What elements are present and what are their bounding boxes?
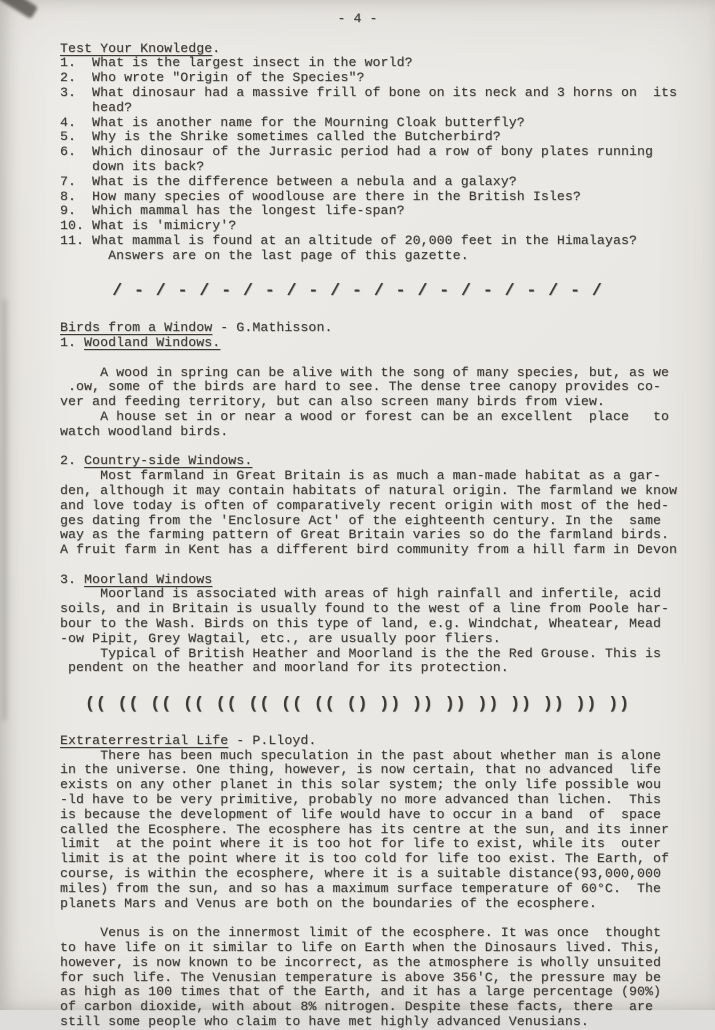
blank-line (0, 264, 715, 279)
quiz-item (0, 234, 715, 249)
text-segment: 8. How many species of woodlouse are there in the British Isles? (60, 188, 581, 204)
text-segment: soils, and in Britain is usually found to the west of a line from Poole har- (60, 601, 670, 617)
underlined-heading-text: Birds from a Window (60, 320, 213, 336)
quiz-item (0, 160, 715, 175)
text-segment: (( (( (( (( (( (( (( (( () )) )) )) )) )) )) )) )) (84, 694, 631, 714)
text-segment: miles) from the sun, and so has a maximum surface temperature of 60°C. The (60, 880, 662, 896)
text-segment: planets Mars and Venus are both on the boundaries of the ecosphere. (60, 895, 597, 911)
quiz-item (0, 116, 715, 131)
text-segment: - P.Lloyd. (228, 732, 317, 748)
text-segment: limit at the point where it is too hot for life to exist, while its outer (60, 836, 662, 852)
text-segment: way as the farming pattern of Great Britain varies so do the farmland birds. (60, 527, 670, 543)
section-heading-extraterrestrial (0, 734, 715, 749)
body-line (0, 897, 715, 912)
blank-line (0, 719, 715, 734)
underlined-heading-text: Country-side Windows. (84, 453, 253, 469)
text-segment: Typical of British Heather and Moorland is the the Red Grouse. This is (60, 645, 662, 661)
text-segment: head? (60, 99, 133, 115)
quiz-item (0, 56, 715, 71)
text-segment: however, is now known to be incorrect, as the atmosphere is wholly unsuited (60, 954, 662, 970)
quiz-item (0, 145, 715, 160)
body-line (0, 1015, 715, 1030)
text-segment: -ld have to be very primitive, probably no more advanced than lichen. This (60, 792, 662, 808)
text-segment: to have life on it similar to life on Earth when the Dinosaurs lived. This, (60, 940, 662, 956)
text-segment: bour to the Wash. Birds on this type of land, e.g. Windchat, Wheatear, Mead (60, 616, 662, 632)
text-segment: - 4 - (337, 11, 378, 26)
text-segment: of carbon dioxide, with about 8% nitrogen. Despite these facts, there are (60, 999, 654, 1015)
body-line (0, 852, 715, 867)
body-line (0, 366, 715, 381)
text-segment: A wood in spring can be alive with the song of many species, but, as we (60, 364, 670, 380)
body-line (0, 778, 715, 793)
body-line (0, 926, 715, 941)
blank-line (0, 911, 715, 926)
body-line (0, 617, 715, 632)
blank-line (0, 676, 715, 691)
text-segment: 6. Which dinosaur of the Jurrasic period had a row of bony plates running (60, 144, 654, 160)
body-line (0, 528, 715, 543)
text-segment: A fruit farm in Kent has a different bird community from a hill farm in Devon (60, 542, 678, 558)
text-segment: as high as 100 times that of the Earth, and it has a large percentage (90%) (60, 984, 662, 1000)
underlined-heading-text: Test Your Knowledge (60, 40, 213, 56)
text-segment: and love today is often of comparatively recent origin with most of the hed- (60, 497, 670, 513)
body-line (0, 882, 715, 897)
text-segment: exists on any other planet in this solar system; the only life possible wou (60, 777, 662, 793)
answers-note (0, 249, 715, 264)
body-line (0, 380, 715, 395)
body-line (0, 971, 715, 986)
body-line (0, 661, 715, 676)
body-line (0, 410, 715, 425)
page-number (0, 12, 715, 27)
body-line (0, 647, 715, 662)
body-line (0, 602, 715, 617)
body-line (0, 499, 715, 514)
quiz-item (0, 101, 715, 116)
text-segment: called the Ecosphere. The ecosphere has its centre at the sun, and its inner (60, 821, 670, 837)
body-line (0, 425, 715, 440)
quiz-item (0, 175, 715, 190)
body-line (0, 763, 715, 778)
quiz-item (0, 219, 715, 234)
blank-line (0, 306, 715, 321)
text-segment: 11. What mammal is found at an altitude of 20,000 feet in the Himalayas? (60, 232, 637, 248)
text-segment: 2. Who wrote "Origin of the Species"? (60, 70, 365, 86)
text-segment: 3. What dinosaur had a massive frill of bone on its neck and 3 horns on its (60, 84, 678, 100)
text-segment: Venus is on the innermost limit of the ecosphere. It was once thought (60, 925, 662, 941)
quiz-item (0, 86, 715, 101)
body-line (0, 985, 715, 1000)
text-segment: 1. (60, 334, 85, 350)
body-line (0, 484, 715, 499)
body-line (0, 808, 715, 823)
body-line (0, 823, 715, 838)
text-segment: 10. What is 'mimicry'? (60, 218, 237, 234)
body-line (0, 837, 715, 852)
body-line (0, 632, 715, 647)
subsection-heading-woodland (0, 336, 715, 351)
quiz-item (0, 71, 715, 86)
text-segment: -ow Pipit, Grey Wagtail, etc., are usually poor fliers. (60, 630, 501, 646)
body-line (0, 587, 715, 602)
paren-divider (0, 691, 715, 719)
blank-line (0, 27, 715, 42)
text-segment: Most farmland in Great Britain is as much a man-made habitat as a gar- (60, 468, 662, 484)
quiz-item (0, 130, 715, 145)
blank-line (0, 440, 715, 455)
text-segment: Answers are on the last page of this gazette. (60, 247, 469, 263)
text-segment: limit is at the point where it is too cold for life too exist. The Earth, of (60, 851, 670, 867)
body-line (0, 749, 715, 764)
body-line (0, 1000, 715, 1015)
body-line (0, 941, 715, 956)
text-segment: den, although it may contain habitats of natural origin. The farmland we know (60, 482, 678, 498)
subsection-heading-moorland (0, 573, 715, 588)
text-segment: watch woodland birds. (60, 423, 229, 439)
underlined-heading-text: Woodland Windows. (84, 334, 221, 350)
section-heading-birds (0, 321, 715, 336)
scan-edge-smudge (2, 300, 7, 720)
quiz-title (0, 42, 715, 57)
text-segment: ver and feeding territory, but can also screen many birds from view. (60, 394, 605, 410)
text-segment: pendent on the heather and moorland for its protection. (60, 660, 509, 676)
text-segment: in the universe. One thing, however, is now certain, that no advanced life (60, 762, 662, 778)
document-content (0, 12, 715, 1030)
text-segment: 4. What is another name for the Mourning Cloak butterfly? (60, 114, 525, 130)
text-segment: is because the development of life would have to occur in a band of space (60, 806, 662, 822)
body-line (0, 469, 715, 484)
quiz-item (0, 190, 715, 205)
slash-divider (0, 278, 715, 306)
underlined-heading-text: Extraterrestrial Life (60, 732, 229, 748)
text-segment: 9. Which mammal has the longest life-span? (60, 203, 405, 219)
body-line (0, 514, 715, 529)
text-segment: down its back? (60, 158, 205, 174)
text-segment: Moorland is associated with areas of high rainfall and infertile, acid (60, 586, 662, 602)
text-segment: course, is within the ecosphere, where it is a suitable distance(93,000,000 (60, 866, 662, 882)
text-segment: 5. Why is the Shrike sometimes called the Butcherbird? (60, 129, 501, 145)
text-segment: still some people who claim to have met highly advanced Venusians. (60, 1014, 589, 1029)
quiz-item (0, 204, 715, 219)
underlined-heading-text: Moorland Windows (84, 571, 213, 587)
blank-line (0, 558, 715, 573)
subsection-heading-countryside (0, 454, 715, 469)
text-segment: ges dating from the 'Enclosure Act' of the eighteenth century. In the same (60, 512, 662, 528)
text-segment: 3. (60, 571, 85, 587)
body-line (0, 956, 715, 971)
body-line (0, 793, 715, 808)
text-segment: . (212, 40, 221, 56)
body-line (0, 867, 715, 882)
text-segment: 2. (60, 453, 85, 469)
text-segment: 1. What is the largest insect in the world? (60, 55, 413, 71)
body-line (0, 395, 715, 410)
body-line (0, 543, 715, 558)
text-segment: / - / - / - / - / - / - / - / - / - / - / - / (112, 281, 603, 301)
text-segment: A house set in or near a wood or forest can be an excellent place to (60, 408, 670, 424)
blank-line (0, 351, 715, 366)
text-segment: - G.Mathisson. (212, 320, 333, 336)
text-segment: for such life. The Venusian temperature is above 356'C, the pressure may be (60, 969, 662, 985)
text-segment: .ow, some of the birds are hard to see. The dense tree canopy provides co- (60, 379, 662, 395)
text-segment: There has been much speculation in the past about whether man is alone (60, 747, 662, 763)
text-segment: 7. What is the difference between a nebula and a galaxy? (60, 173, 517, 189)
